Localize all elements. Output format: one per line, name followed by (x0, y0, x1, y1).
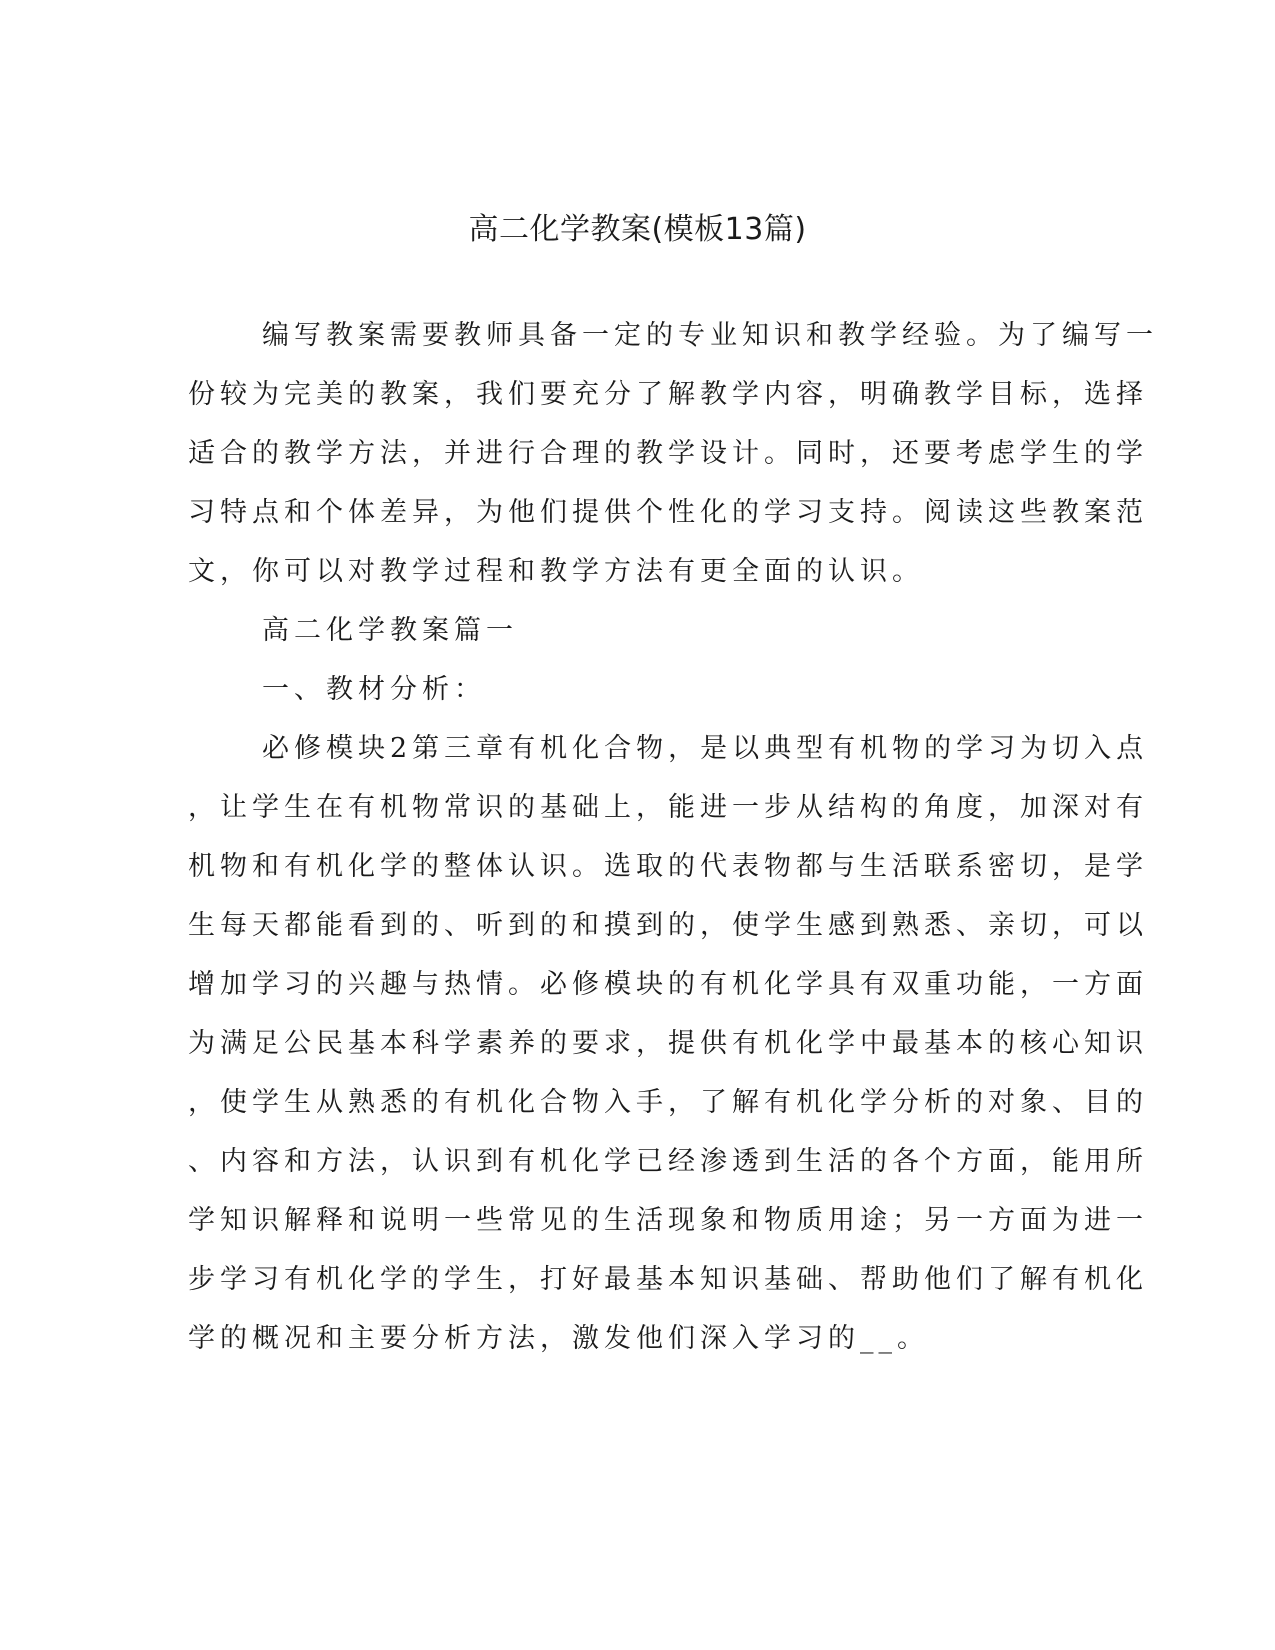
text-line: 为满足公民基本科学素养的要求，提供有机化学中最基本的核心知识 (188, 1028, 1148, 1059)
text-line: 文，你可以对教学过程和教学方法有更全面的认识。 (188, 556, 924, 587)
text-line: 生每天都能看到的、听到的和摸到的，使学生感到熟悉、亲切，可以 (188, 910, 1148, 941)
text-line: 习特点和个体差异，为他们提供个性化的学习支持。阅读这些教案范 (188, 497, 1148, 528)
text-line: 必修模块2第三章有机化合物，是以典型有机物的学习为切入点 (262, 733, 1149, 764)
text-line: 步学习有机化学的学生，打好最基本知识基础、帮助他们了解有机化 (188, 1264, 1148, 1295)
text-line: 、内容和方法，认识到有机化学已经渗透到生活的各个方面，能用所 (188, 1146, 1148, 1177)
text-line: 机物和有机化学的整体认识。选取的代表物都与生活联系密切，是学 (188, 851, 1148, 882)
subsection-heading: 一、教材分析： (262, 674, 486, 705)
text-line: 份较为完美的教案，我们要充分了解教学内容，明确教学目标，选择 (188, 379, 1148, 410)
text-line: 适合的教学方法，并进行合理的教学设计。同时，还要考虑学生的学 (188, 438, 1148, 469)
text-line: 增加学习的兴趣与热情。必修模块的有机化学具有双重功能，一方面 (188, 969, 1148, 1000)
text-line: ，使学生从熟悉的有机化合物入手，了解有机化学分析的对象、目的 (188, 1087, 1148, 1118)
section-heading: 高二化学教案篇一 (262, 615, 518, 646)
text-line: 学的概况和主要分析方法，激发他们深入学习的__。 (188, 1323, 929, 1354)
text-line: ，让学生在有机物常识的基础上，能进一步从结构的角度，加深对有 (188, 792, 1148, 823)
text-line: 编写教案需要教师具备一定的专业知识和教学经验。为了编写一 (262, 320, 1158, 351)
document-title: 高二化学教案(模板13篇) (468, 212, 807, 247)
text-line: 学知识解释和说明一些常见的生活现象和物质用途；另一方面为进一 (188, 1205, 1148, 1236)
